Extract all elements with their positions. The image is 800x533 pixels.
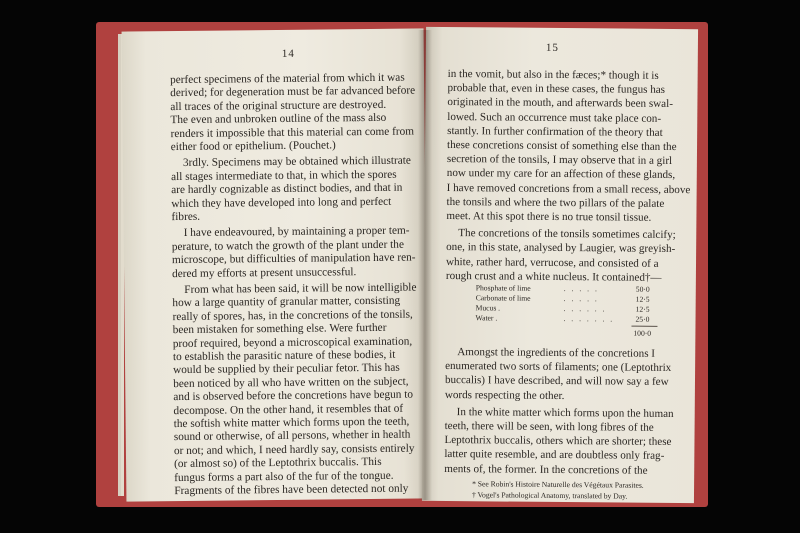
book-gutter	[418, 30, 432, 500]
table-label: Carbonate of lime	[475, 293, 531, 303]
table-total: 100·0	[633, 328, 652, 338]
text-line: rough crust and a white nucleus. It contained†—	[445, 269, 662, 284]
text-line: (or almost so) of the Leptothrix buccalis. This	[174, 456, 382, 471]
text-line: to establish the parasitic nature of these bodies, it	[172, 348, 396, 364]
text-line: been mistaken for something else. Were further	[172, 322, 387, 337]
table-leader-dots: . . . . . .	[563, 304, 607, 314]
text-line: these concretions consist of something else than the	[446, 139, 677, 154]
text-line: enumerated two sorts of filaments; one (Leptothrix	[445, 360, 672, 375]
text-line: are hardly cognizable as distinct bodies, and that in	[171, 181, 403, 197]
text-line: Amongst the ingredients of the concretions I	[457, 346, 656, 360]
table-label: Mucus .	[475, 303, 501, 313]
left-page	[122, 28, 429, 501]
footnote: † Vogel's Pathological Anatomy, translated by Day.	[471, 490, 628, 501]
text-line: derived; for degeneration must be far advanced before	[170, 84, 416, 100]
text-line: fibres.	[171, 210, 201, 224]
text-line: The concretions of the tonsils sometimes calcify;	[458, 227, 676, 242]
text-line: originated in the mouth, and afterwards been swal-	[447, 96, 673, 111]
text-line: latter quite resemble, and are doubtless only frag-	[444, 448, 665, 463]
text-line: would be supplied by their peculiar fetor. This has	[173, 362, 400, 377]
text-line: perfect specimens of the material from which it was	[169, 71, 405, 87]
text-line: decompose. On the other hand, it resembles that of	[173, 402, 404, 417]
text-line: The even and unbroken outline of the mass also	[170, 112, 387, 127]
text-line: or not; and which, I need hardly say, consists entirely	[173, 442, 415, 457]
page-number: 15	[545, 41, 559, 54]
text-line: lowed. Such an occurrence must take place con-	[447, 110, 662, 125]
table-leader-dots: . . . . . . .	[563, 314, 615, 324]
table-leader-dots: . . . . .	[563, 284, 599, 294]
footnote: * See Robin's Histoire Naturelle des Végétaux Parasites.	[472, 479, 644, 490]
text-line: probable that, even in these cases, the fungus has	[447, 82, 666, 97]
text-line: words respecting the other.	[444, 388, 565, 402]
table-value: 50·0	[635, 284, 650, 294]
text-line: really of spores, has, in the concretions of the tonsils,	[172, 308, 413, 323]
text-line: in the vomit, but also in the fæces;* though it is	[447, 68, 659, 82]
text-line: all stages intermediate to that, in which the spores	[171, 168, 397, 183]
text-line: buccalis) I have described, and will now say a few	[444, 374, 669, 389]
text-line: meet. At this spot there is no true tonsil tissue.	[446, 210, 652, 224]
text-line: now under my care for an affection of these glands,	[446, 167, 676, 182]
table-value: 25·0	[635, 314, 650, 324]
text-line: Leptothrix buccalis, others which are shorter; these	[444, 434, 672, 449]
text-line: been noticed by all who have written on the subject,	[173, 375, 409, 390]
text-line: secretion of the tonsils, I may observe that in a girl	[446, 153, 673, 168]
table-value: 12·5	[635, 304, 650, 314]
text-line: all traces of the original structure are destroyed.	[170, 98, 387, 113]
text-line: Fragments of the fibres have been detected not only	[174, 482, 409, 498]
text-line: one, in this state, analysed by Laugier, was greyish-	[446, 241, 676, 256]
text-line: From what has been said, it will be now intelligible	[184, 281, 417, 296]
table-leader-dots: . . . . .	[563, 294, 599, 304]
text-line: stantly. In further confirmation of the theory that	[447, 124, 663, 139]
text-line: renders it impossible that this material can come from	[170, 125, 415, 140]
text-line: 3rdly. Specimens may be obtained which illustrate	[182, 154, 411, 170]
text-line: how a large quantity of granular matter, consisting	[172, 295, 401, 310]
table-label: Water .	[475, 313, 498, 323]
text-line: I have removed concretions from a small recess, above	[446, 181, 691, 196]
table-label: Phosphate of lime	[475, 283, 531, 293]
text-line: I have endeavoured, by maintaining a proper tem-	[183, 224, 410, 240]
text-line: proof required, beyond a microscopical examination,	[172, 335, 413, 350]
text-line: microscope, but difficulties of manipulation have ren-	[171, 251, 416, 267]
table-value: 12·5	[635, 294, 650, 304]
text-line: either food or epithelium. (Pouchet.)	[170, 139, 336, 154]
text-line: white, rather hard, verrucose, and consisted of a	[445, 255, 659, 270]
text-line: ments of, the former. In the concretions of the	[444, 462, 648, 477]
text-line: the tonsils and where the two pillars of the palate	[446, 195, 665, 210]
text-line: In the white matter which forms upon the human	[456, 405, 674, 420]
text-line: dered my efforts at present unsuccessful.	[172, 265, 357, 280]
text-line: sound or otherwise, of all persons, whether in health	[173, 428, 411, 444]
right-page	[422, 27, 698, 503]
text-line: the softish white matter which forms upon the teeth,	[173, 415, 410, 431]
page-number: 14	[281, 47, 295, 60]
text-line: fungus forms a part also of the fur of the tongue.	[174, 469, 394, 484]
text-line: which they have developed into long and perfect	[171, 195, 392, 210]
text-line: perature, to watch the growth of the plant under the	[171, 238, 404, 253]
text-line: and is observed before the concretions have begun to	[173, 388, 414, 404]
table-total-rule	[631, 326, 657, 327]
text-line: teeth, there will be seen, with long fibres of the	[444, 419, 654, 434]
